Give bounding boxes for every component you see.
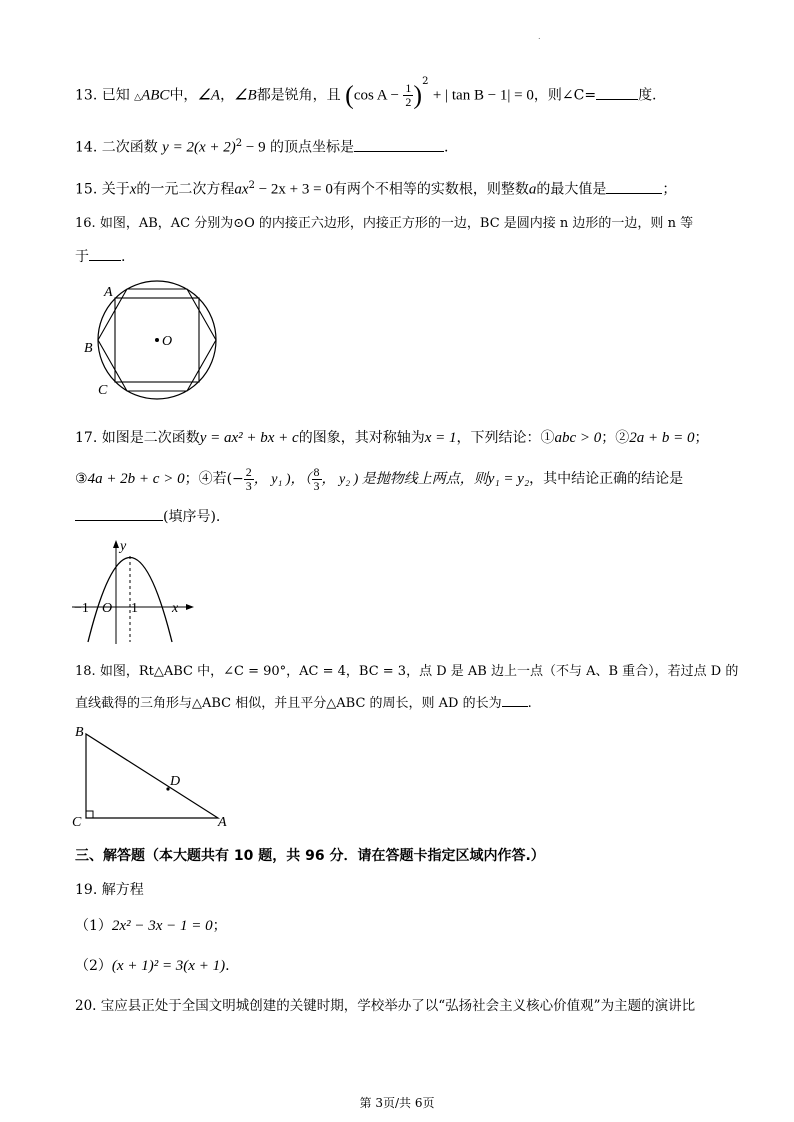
q16-label-b: B — [84, 341, 93, 356]
question-19-part-1 — [75, 916, 227, 936]
question-16-line-2 — [75, 246, 125, 267]
q18-line-2: 直线截得的三角形与△ABC 相似，并且平分△ABC 的周长，则 AD 的长为 — [75, 696, 502, 711]
q16-label-c: C — [98, 383, 108, 398]
q16-line-1: 如图，AB，AC 分别为⊙O 的内接正六边形，内接正方形的一边，BC 是圆内接 n 边形的一边，则 n 等 — [99, 216, 694, 231]
q13-abc: ABC — [141, 87, 170, 104]
q17-label-x: x — [172, 601, 179, 616]
q18-end: . — [527, 696, 532, 711]
q18-figure — [70, 722, 240, 830]
question-13 — [75, 76, 657, 110]
header-dot: . — [538, 32, 541, 41]
q17-line2-b: ；④若(− — [184, 471, 244, 487]
q15-formula-tail: − 2x + 3 = 0 — [254, 181, 333, 198]
q13-angle-b: ∠B — [234, 87, 257, 104]
q17-x-arrow — [186, 604, 194, 610]
q17-number: 17. — [75, 430, 98, 446]
question-20 — [75, 996, 695, 1016]
q15-end: ； — [662, 181, 677, 198]
q16-center-dot — [155, 338, 159, 342]
question-19 — [75, 880, 144, 900]
q19-title: 解方程 — [101, 882, 144, 898]
q17-label-neg1: −1 — [74, 601, 89, 616]
q15-formula: ax — [234, 181, 249, 198]
q13-cos-part: cos A − — [353, 87, 399, 104]
q15-text-b: 的一元二次方程 — [136, 181, 235, 198]
q18-label-c: C — [72, 815, 82, 830]
q18-label-b: B — [75, 725, 84, 740]
q15-answer-blank[interactable] — [606, 179, 662, 194]
q15-text-c: 有两个不相等的实数根，则整数 — [332, 181, 529, 198]
q20-text: 宝应县正处于全国文明城创建的关键时期，学校举办了以“弘扬社会主义核心价值观”为主题的演讲比 — [100, 998, 696, 1014]
q13-left-paren: ( — [345, 80, 354, 110]
q13-text-b: 中， — [169, 87, 198, 104]
q19-p1-equation: 2x² − 3x − 1 = 0 — [111, 918, 213, 934]
question-14 — [75, 134, 448, 158]
q18-right-angle-mark — [86, 811, 93, 818]
q17-fraction-1 — [244, 466, 254, 493]
q17-f2-den: 3 — [313, 478, 320, 493]
q14-answer-blank[interactable] — [354, 137, 444, 152]
section-3-heading: 三、解答题（本大题共有 10 题，共 96 分．请在答题卡指定区域内作答.） — [75, 848, 545, 864]
q20-number: 20. — [75, 998, 97, 1014]
q17-line1-c: ，下列结论：① — [456, 430, 555, 446]
question-16-line-1 — [75, 214, 693, 234]
q15-square: 2 — [248, 180, 255, 191]
q13-text-d: ，则∠C= — [533, 87, 597, 104]
q17-y-arrow — [113, 540, 119, 548]
q18-number: 18. — [75, 664, 96, 679]
question-17-line-3 — [75, 506, 220, 527]
q18-answer-blank[interactable] — [502, 692, 528, 707]
q18-line-1: 如图，Rt△ABC 中，∠C = 90°，AC = 4，BC = 3，点 D 是 AB 边上一点（不与 A、B 重合），若过点 D 的 — [99, 664, 739, 679]
q18-triangle — [86, 734, 218, 818]
q13-rest: + | tan B − 1| = 0 — [432, 87, 534, 104]
q13-text-e: 度. — [638, 87, 657, 104]
q17-line1-a: 如图是二次函数 — [101, 430, 200, 446]
q17-line1-d: ；② — [601, 430, 630, 446]
question-15 — [75, 176, 676, 200]
q13-number: 13. — [75, 87, 98, 104]
q17-label-o: O — [102, 601, 113, 616]
page-footer: 第 3页/共 6页 — [359, 1096, 435, 1110]
q16-number: 16. — [75, 216, 96, 231]
q13-angle-a: ∠A — [197, 87, 221, 104]
q15-number: 15. — [75, 181, 98, 198]
q13-frac-num: 1 — [405, 81, 412, 96]
question-18-line-1 — [75, 662, 738, 682]
q17-f2-num: 8 — [313, 464, 320, 479]
q17-conclusion-3: 4a + 2b + c > 0 — [87, 471, 185, 487]
q13-text-c: 都是锐角，且 — [256, 87, 341, 104]
q16-figure — [80, 280, 230, 400]
question-17-line-1 — [75, 428, 709, 448]
q15-x: x — [129, 181, 137, 198]
q16-label-a: A — [104, 285, 113, 300]
q19-number: 19. — [75, 882, 98, 898]
q17-line1-e: ； — [694, 430, 709, 446]
q14-formula-tail: − 9 — [242, 139, 266, 156]
q16-line-2: 于 — [75, 249, 89, 265]
q14-text-a: 二次函数 — [101, 139, 158, 156]
question-18-line-2 — [75, 692, 532, 714]
q13-frac-den: 2 — [405, 95, 412, 110]
q16-answer-blank[interactable] — [89, 246, 121, 261]
q17-line2-a: ③ — [75, 471, 88, 487]
q18-label-d: D — [170, 774, 181, 789]
q13-fraction — [403, 82, 413, 109]
q19-p2-label: （2） — [75, 958, 112, 974]
q17-conclusion-1: abc > 0 — [554, 430, 602, 446]
q15-text-a: 关于 — [101, 181, 130, 198]
q19-p1-label: （1） — [75, 918, 112, 934]
q17-line3-tail: (填序号). — [163, 509, 221, 525]
q17-axis: x = 1 — [424, 430, 457, 446]
q17-equality: y₁ = y₂ — [487, 471, 530, 487]
q13-sep: ， — [220, 87, 235, 104]
q17-f1-num: 2 — [245, 464, 252, 479]
q17-line2-c: ，其中结论正确的结论是 — [529, 471, 684, 487]
q14-formula: y = 2(x + 2) — [162, 139, 236, 156]
q13-text-a: 已知 — [101, 87, 130, 104]
question-17-line-2 — [75, 462, 683, 496]
q17-fraction-2 — [312, 466, 322, 493]
q17-figure — [72, 538, 197, 646]
q15-a: a — [528, 181, 537, 198]
q17-answer-blank[interactable] — [75, 506, 163, 521]
q13-answer-blank[interactable] — [596, 85, 638, 100]
q17-conclusion-2: 2a + b = 0 — [629, 430, 695, 446]
q17-y2: ， y₂ ) 是抛物线上两点，则 — [321, 472, 488, 487]
q17-y1: ， y₁ )，（ — [253, 472, 312, 487]
q17-label-one: 1 — [131, 601, 138, 616]
q14-square: 2 — [235, 138, 243, 149]
q16-label-o: O — [162, 334, 173, 349]
q18-label-a: A — [218, 815, 227, 830]
q13-triangle: △ — [134, 92, 142, 103]
q19-p2-end: . — [225, 958, 230, 974]
q14-end: . — [444, 139, 449, 156]
q19-p1-end: ； — [212, 918, 227, 934]
q17-f1-den: 3 — [245, 478, 252, 493]
q15-text-d: 的最大值是 — [536, 181, 607, 198]
q17-function: y = ax² + bx + c — [199, 430, 299, 446]
q17-label-y: y — [120, 539, 127, 554]
q16-end: . — [121, 249, 126, 265]
q17-line1-b: 的图象，其对称轴为 — [298, 430, 425, 446]
q19-p2-equation: (x + 1)² = 3(x + 1) — [111, 958, 226, 974]
question-19-part-2 — [75, 956, 230, 976]
q14-number: 14. — [75, 139, 98, 156]
q14-text-b: 的顶点坐标是 — [270, 139, 355, 156]
q13-right-paren: ) — [413, 80, 423, 110]
q13-square: 2 — [422, 76, 429, 87]
